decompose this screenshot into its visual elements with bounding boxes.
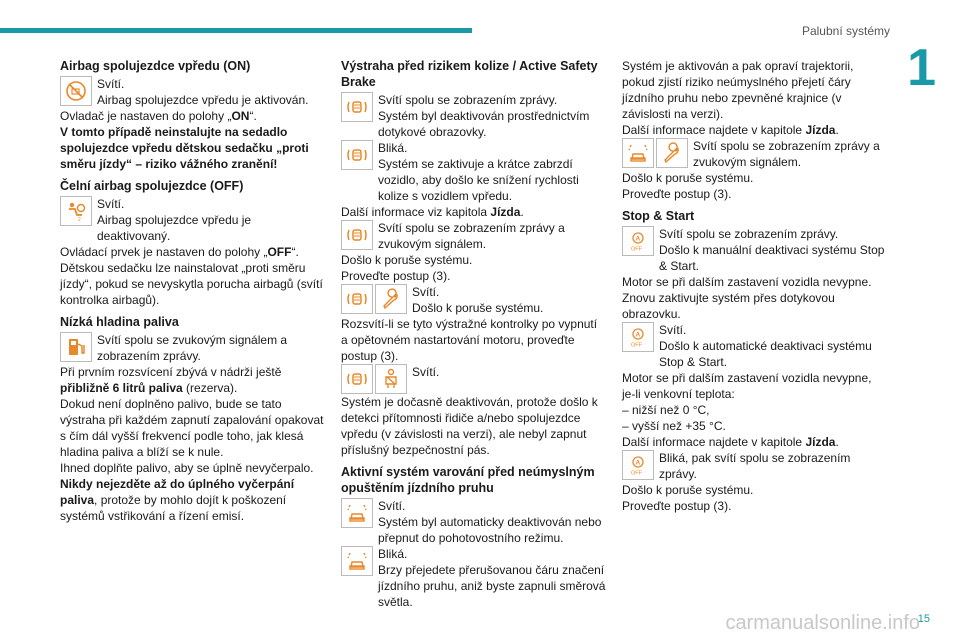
column-1: Airbag spolujezdce vpředu (ON) Svítí. Airbag spolujezdce vpředu je aktivován. Ovladač je nastaven do polohy „ON“. V tomto případě neinstalujte na sedadlo spolujezdce vpředu dětskou sedačku „proti směru jízdy“ – riziko vážného zranění! Čelní airbag spolujezdce (OFF) 2 Svítí. Airbag spolujezdce vpředu je deaktivovaný. Ovládací prvek je nastaven do polohy „OFF“. Dětskou sedačku lze nainstalovat „proti směru jízdy“, pokud se nevyskytla porucha airbagů (svítí kontrolka airbagů). Nízká hladina paliva Svítí spolu se zvukovým signálem a zobrazením zprávy. Při prvním rozsvícení zbývá v nádrži ještě přibližně 6 litrů paliva (rezerva). Dokud není doplněno palivo, bude se tato výstraha při každém zapnutí zapalování opakovat s čím dál vyšší frekvencí podle toho, jak klesá hladina paliva a blíží se k nule. Ihned doplňte palivo, aby se úplně nevyčerpalo. Nikdy nejezděte až do úplného vyčerpání paliva, protože by mohlo dojít k poškození systémů vstřikování a řízení emisí. <box>60 59 324 523</box>
svg-text:A: A <box>635 235 641 243</box>
collision-icon <box>341 284 373 314</box>
airbag-off-icon <box>60 196 92 226</box>
seatbelt-icon <box>375 364 407 394</box>
lane-icon <box>341 546 373 576</box>
svg-text:OFF: OFF <box>631 246 642 252</box>
svg-text:OFF: OFF <box>631 470 642 476</box>
header-bar <box>0 28 472 33</box>
svg-text:2: 2 <box>78 217 81 222</box>
svg-text:OFF: OFF <box>631 342 642 348</box>
heading-airbag-off: Čelní airbag spolujezdce (OFF) <box>60 179 244 193</box>
lane-icon <box>622 138 654 168</box>
collision-icon <box>341 220 373 250</box>
collision-icon <box>341 140 373 170</box>
airbag-warning: V tomto případě neinstalujte na sedadlo spolujezdce vpředu dětskou sedačku „proti směru jízdy“ – riziko vážného zranění! <box>60 125 309 171</box>
svg-text:A: A <box>635 331 641 339</box>
chapter-number: 1 <box>907 39 936 97</box>
collision-icon <box>341 92 373 122</box>
collision-icon <box>341 364 373 394</box>
svg-text:A: A <box>635 459 641 467</box>
heading-stop-start: Stop & Start <box>622 209 695 223</box>
section-title: Palubní systémy <box>801 24 890 38</box>
lane-icon <box>341 498 373 528</box>
column-3: Systém je aktivován a pak opraví trajektorii, pokud zjistí riziko neúmyslného přejetí čáry jízdního pruhu nebo zpevněné krajnice (v závislosti na verzi). Další informace najdete v kapitole Jízda. Svítí spolu se zobrazením zprávy a zvukovým signálem. Došlo k poruše systému. Proveďte postup (3). Stop & Start A OFF Svítí spolu se zobrazením zprávy. Došlo k manuální deaktivaci systému Stop & Start. Motor se při dalším zastavení vozidla nevypne. Znovu zaktivujte systém přes dotykovou obrazovku. A OFF Svítí. Došlo k automatické deaktivaci systému Stop & Start. Motor se při dalším zastavení vozidla nevypne, je-li venkovní teplota: – nižší než 0 °C, – vyšší než +35 °C. Další informace najdete v kapitole Jízda. A OFF Bliká, pak svítí spolu se zobrazením zprávy. Došlo k poruše systému. Proveďte postup (3). <box>622 58 887 514</box>
column-2: Výstraha před rizikem kolize / Active Safety Brake Svítí spolu se zobrazením zprávy. Systém byl deaktivován prostřednictvím dotykové obrazovky. Bliká. Systém se zaktivuje a krátce zabrzdí vozidlo, aby došlo ke snížení rychlosti kolize s vozidlem vpředu. Další informace viz kapitola Jízda. Svítí spolu se zobrazením zprávy a zvukovým signálem. Došlo k poruše systému. Proveďte postup (3). Svítí. Došlo k poruše systému. Rozsvítí-li se tyto výstražné kontrolky po vypnutí a opětovném nastartování motoru, proveďte postup (3). Svítí. Systém je dočasně deaktivován, protože došlo k detekci přítomnosti řidiče a/nebo spolujezdce vpředu (v závislosti na verzi), ale nebyl zapnut příslušný bezpečnostní pás. Aktivní systém varování před neúmyslným opuštěním jízdního pruhu Svítí. Systém byl automaticky deaktivován nebo přepnut do pohotovostního režimu. Bliká. Brzy přejedete přerušovanou čáru značení jízdního pruhu, aniž byste zapnuli směrová světla. <box>341 59 606 609</box>
wrench-icon <box>375 284 407 314</box>
stop-start-icon <box>622 226 654 256</box>
airbag-on-icon <box>60 76 92 106</box>
fuel-icon <box>60 332 92 362</box>
heading-fuel: Nízká hladina paliva <box>60 315 179 329</box>
stop-start-icon <box>622 450 654 480</box>
page-number: 15 <box>917 613 930 625</box>
heading-collision: Výstraha před rizikem kolize / Active Safety Brake <box>341 59 598 89</box>
wrench-icon <box>656 138 688 168</box>
heading-lane: Aktivní systém varování před neúmyslným opuštěním jízdního pruhu <box>341 465 595 495</box>
heading-airbag-on: Airbag spolujezdce vpředu (ON) <box>60 59 251 73</box>
watermark: carmanualsonline.info <box>725 612 920 634</box>
stop-start-icon <box>622 322 654 352</box>
